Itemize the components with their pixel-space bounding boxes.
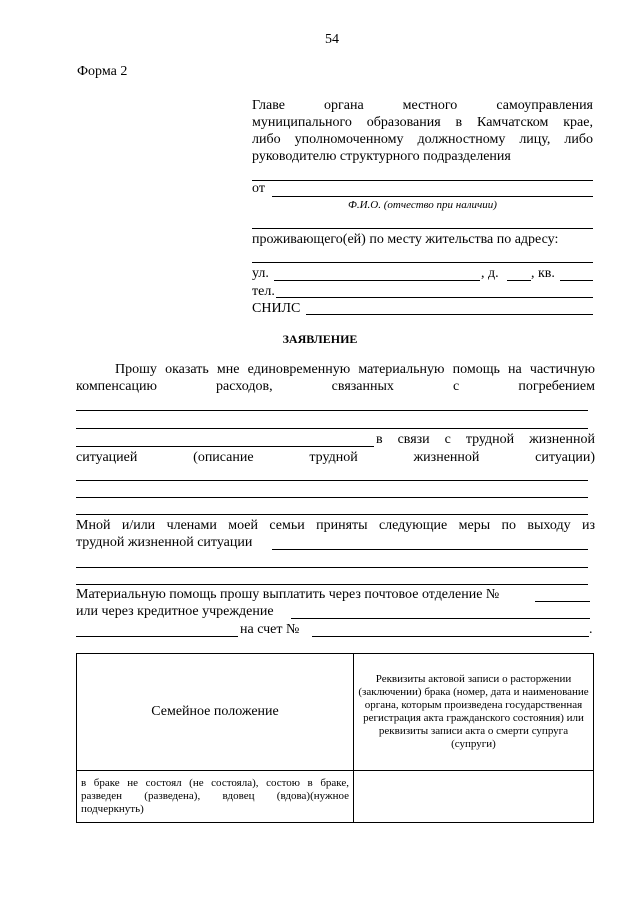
blank-line[interactable] [252,228,593,229]
blank-line[interactable] [76,636,238,637]
table-header-row [77,654,594,771]
addressee-line-4: руководителю структурного подразделения [252,149,511,164]
post-office-field-line[interactable] [535,601,590,602]
phone-field-line[interactable] [276,297,593,298]
page-number: 54 [325,32,339,47]
body-p1-line-1: Прошу оказать мне единовременную материальную помощь на частичную [115,362,595,377]
house-field-line[interactable] [507,280,531,281]
from-label: от [252,181,265,196]
snils-field-line[interactable] [306,314,593,315]
blank-line[interactable] [252,180,593,181]
account-label: на счет № [240,622,300,637]
body-p2-line-1: Мной и/или членами моей семьи приняты следующие меры по выходу из [76,518,595,533]
account-field-line[interactable] [312,636,589,637]
from-field-line[interactable] [272,196,593,197]
addressee-line-1: Главе органа местного самоуправления [252,98,593,113]
table-cell-family-status-options: в браке не состоял (не состояла), состою в браке, разведен (разведена), вдовец (вдова)(нужное подчеркнуть) [77,771,354,823]
family-status-table [76,653,594,823]
addressee-line-3: либо уполномоченному должностному лицу, либо [252,132,593,147]
body-p1-line-2: компенсацию расходов, связанных с погребением [76,379,595,394]
table-row [77,771,594,823]
body-p3-line-1: Материальную помощь прошу выплатить через почтовое отделение № [76,587,500,602]
body-p1-line-4: ситуацией (описание трудной жизненной ситуации) [76,450,595,465]
body-p1-line-3-suffix: в связи с трудной жизненной [376,432,595,447]
blank-line[interactable] [76,410,588,411]
body-p3-line-2: или через кредитное учреждение [76,604,274,619]
fio-caption: Ф.И.О. (отчество при наличии) [348,199,497,211]
residence-label: проживающего(ей) по месту жительства по адресу: [252,232,559,247]
table-header-marriage-record: Реквизиты актовой записи о расторжении (заключении) брака (номер, дата и наименование органа, которым произведена государственная регистрация акта гражданского состояния) или реквизиты записи акта о смерти супруга (супруги) [354,654,594,771]
blank-line[interactable] [252,262,593,263]
body-p2-line-2: трудной жизненной ситуации [76,535,253,550]
table-cell-marriage-record-input[interactable] [354,771,594,823]
document-title: ЗАЯВЛЕНИЕ [282,332,358,346]
account-end-period: . [589,622,593,637]
blank-line[interactable] [76,446,374,447]
blank-line[interactable] [76,567,588,568]
street-field-line[interactable] [274,280,480,281]
form-label: Форма 2 [77,64,128,79]
apartment-field-line[interactable] [560,280,593,281]
apartment-label: , кв. [531,266,555,281]
street-label: ул. [252,266,269,281]
credit-institution-field-line[interactable] [291,618,590,619]
blank-line[interactable] [76,584,588,585]
house-label: , д. [481,266,499,281]
phone-label: тел. [252,284,275,299]
measures-field-line[interactable] [272,549,588,550]
addressee-line-2: муниципального образования в Камчатском крае, [252,115,593,130]
table-header-family-status: Семейное положение [77,654,354,771]
blank-line[interactable] [76,480,588,481]
blank-line[interactable] [76,514,588,515]
snils-label: СНИЛС [252,301,301,316]
blank-line[interactable] [76,428,588,429]
blank-line[interactable] [76,497,588,498]
